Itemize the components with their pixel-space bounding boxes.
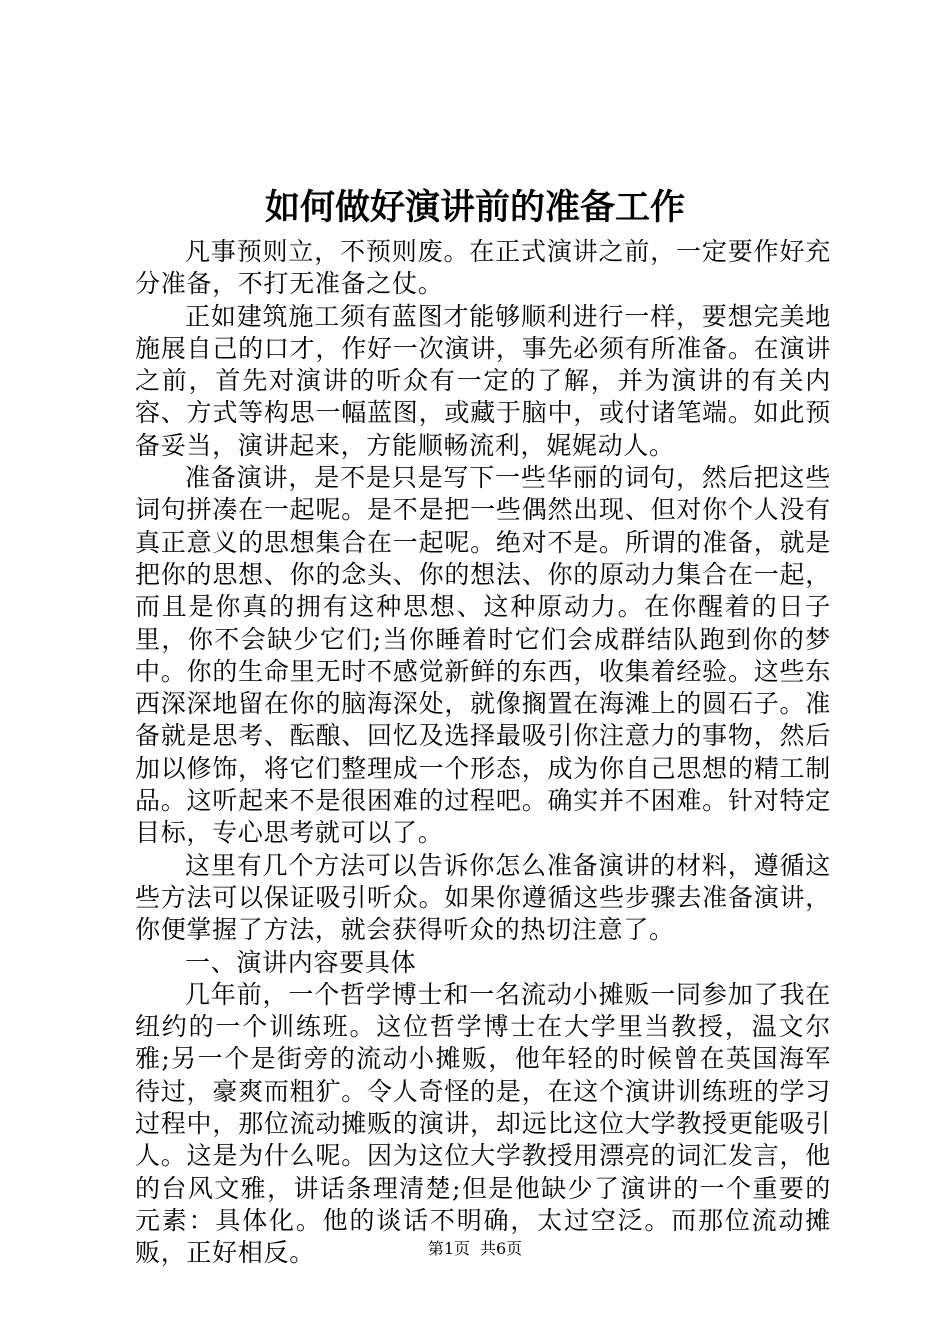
section-heading-specific: 一、演讲内容要具体 <box>185 947 417 977</box>
paragraph-intro: 凡事预则立，不预则废。在正式演讲之前，一定要作好充分准备，不打无准备之仗。 <box>135 237 831 299</box>
document-body <box>135 236 831 1270</box>
page-total: 共6页 <box>480 1239 523 1258</box>
page-number: 第1页 <box>427 1239 470 1258</box>
page-footer <box>0 1237 950 1261</box>
document-title: 如何做好演讲前的准备工作 <box>264 187 685 228</box>
paragraph-preparation: 准备演讲，是不是只是写下一些华丽的词句，然后把这些词句拼凑在一起呢。是不是把一些偶然出现、但对你个人没有真正意义的思想集合在一起呢。绝对不是。所谓的准备，就是把你的思想、你的念头、你的想法、你的原动力集合在一起，而且是你真的拥有这种思想、这种原动力。在你醒着的日子里，你不会缺少它们;当你睡着时它们会成群结队跑到你的梦中。你的生命里无时不感觉新鲜的东西，收集着经验。这些东西深深地留在你的脑海深处，就像搁置在海滩上的圆石子。准备就是思考、酝酿、回忆及选择最吸引你注意力的事物，然后加以修饰，将它们整理成一个形态，成为你自己思想的精工制品。这听起来不是很困难的过程吧。确实并不困难。针对特定目标，专心思考就可以了。 <box>135 463 831 848</box>
paragraph-methods: 这里有几个方法可以告诉你怎么准备演讲的材料，遵循这些方法可以保证吸引听众。如果你遵循这些步骤去准备演讲，你便掌握了方法，就会获得听众的热切注意了。 <box>135 850 831 945</box>
paragraph-blueprint: 正如建筑施工须有蓝图才能够顺利进行一样，要想完美地施展自己的口才，作好一次演讲，事先必须有所准备。在演讲之前，首先对演讲的听众有一定的了解，并为演讲的有关内容、方式等构思一幅蓝图，或藏于脑中，或付诸笔端。如此预备妥当，演讲起来，方能顺畅流利，娓娓动人。 <box>135 301 831 460</box>
paragraph-example: 几年前，一个哲学博士和一名流动小摊贩一同参加了我在纽约的一个训练班。这位哲学博士在大学里当教授，温文尔雅;另一个是街旁的流动小摊贩，他年轻的时候曾在英国海军待过，豪爽而粗犷。令人奇怪的是，在这个演讲训练班的学习过程中，那位流动摊贩的演讲，却远比这位大学教授更能吸引人。这是为什么呢。因为这位大学教授用漂亮的词汇发言，他的台风文雅，讲话条理清楚;但是他缺少了演讲的一个重要的元素：具体化。他的谈话不明确，太过空泛。而那位流动摊贩，正好相反。 <box>135 979 831 1268</box>
